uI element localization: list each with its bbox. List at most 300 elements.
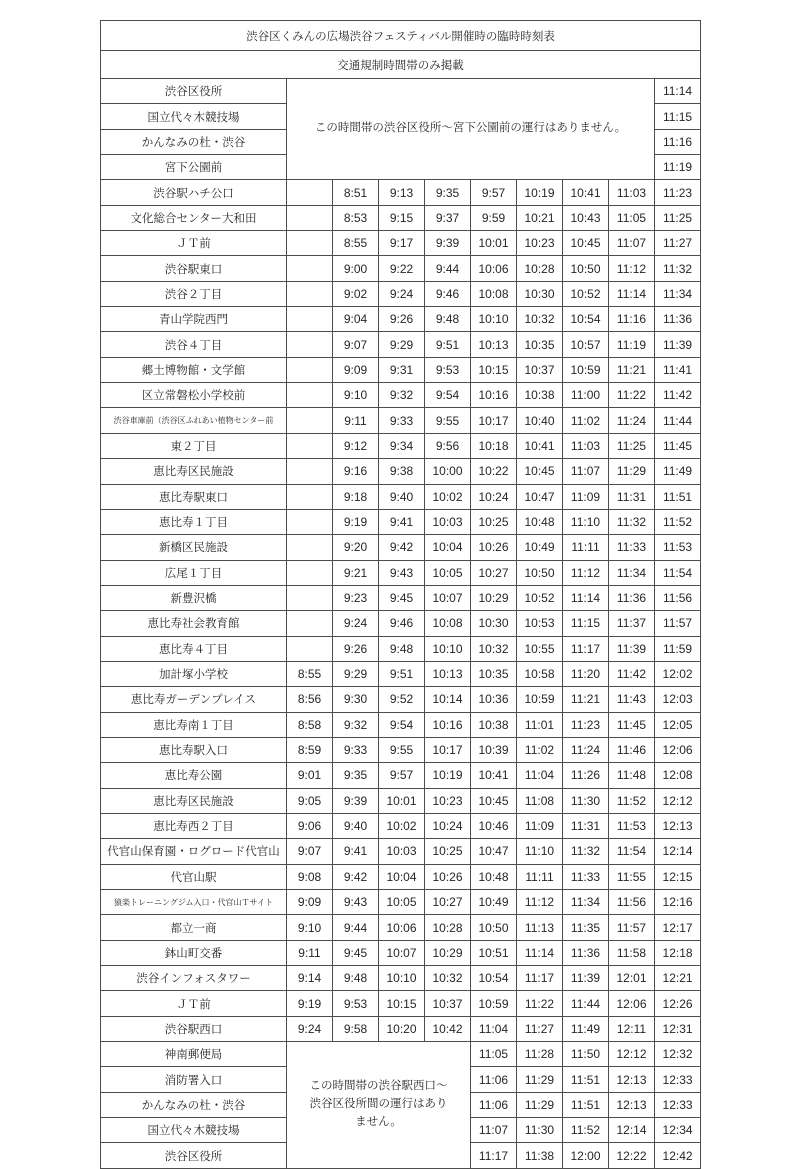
time-cell: 10:52 (563, 281, 609, 306)
time-cell: 10:45 (471, 788, 517, 813)
time-cell: 9:37 (425, 205, 471, 230)
time-cell: 10:17 (471, 408, 517, 433)
station-name-cell: 神南郵便局 (101, 1042, 287, 1067)
timetable-row (101, 788, 701, 813)
time-cell: 11:37 (609, 611, 655, 636)
time-cell: 9:43 (379, 560, 425, 585)
time-cell (287, 205, 333, 230)
time-cell: 9:23 (333, 585, 379, 610)
time-cell: 11:15 (655, 104, 701, 129)
time-cell: 11:02 (517, 737, 563, 762)
time-cell: 11:51 (563, 1092, 609, 1117)
time-cell: 9:18 (333, 484, 379, 509)
time-cell: 9:20 (333, 535, 379, 560)
time-cell: 11:00 (563, 383, 609, 408)
station-name-cell: 渋谷インフォスタワー (101, 966, 287, 991)
time-cell (287, 383, 333, 408)
time-cell: 10:28 (425, 915, 471, 940)
timetable-row (101, 256, 701, 281)
timetable-row (101, 940, 701, 965)
time-cell: 10:51 (471, 940, 517, 965)
time-cell: 11:35 (563, 915, 609, 940)
timetable-row (101, 307, 701, 332)
time-cell: 11:56 (655, 585, 701, 610)
time-cell: 10:08 (471, 281, 517, 306)
time-cell: 11:21 (609, 357, 655, 382)
station-name-cell: 恵比寿南１丁目 (101, 712, 287, 737)
station-name-cell: ＪＴ前 (101, 231, 287, 256)
time-cell: 12:03 (655, 687, 701, 712)
time-cell: 10:59 (471, 991, 517, 1016)
time-cell: 9:09 (333, 357, 379, 382)
time-cell: 12:02 (655, 661, 701, 686)
station-name-cell: 恵比寿駅入口 (101, 737, 287, 762)
station-name-cell: 渋谷駅ハチ公口 (101, 180, 287, 205)
time-cell: 11:07 (563, 459, 609, 484)
time-cell: 12:18 (655, 940, 701, 965)
time-cell: 10:35 (471, 661, 517, 686)
time-cell: 11:38 (517, 1143, 563, 1168)
time-cell: 11:06 (471, 1067, 517, 1092)
time-cell: 11:57 (655, 611, 701, 636)
time-cell: 11:32 (563, 839, 609, 864)
time-cell: 9:31 (379, 357, 425, 382)
time-cell: 11:15 (563, 611, 609, 636)
timetable-row (101, 281, 701, 306)
time-cell: 11:51 (655, 484, 701, 509)
time-cell: 10:32 (471, 636, 517, 661)
time-cell: 9:44 (425, 256, 471, 281)
time-cell: 10:48 (517, 509, 563, 534)
timetable-row (101, 737, 701, 762)
time-cell (287, 560, 333, 585)
time-cell: 10:10 (379, 966, 425, 991)
time-cell: 8:59 (287, 737, 333, 762)
time-cell: 11:51 (563, 1067, 609, 1092)
time-cell: 11:24 (609, 408, 655, 433)
time-cell: 8:51 (333, 180, 379, 205)
timetable-row (101, 611, 701, 636)
time-cell: 9:24 (333, 611, 379, 636)
time-cell: 9:53 (333, 991, 379, 1016)
time-cell: 9:24 (379, 281, 425, 306)
timetable-row (101, 585, 701, 610)
time-cell: 9:22 (379, 256, 425, 281)
station-name-cell: 猿楽トレーニングジム入口・代官山Ｔサイト (101, 890, 287, 915)
station-name-cell: 恵比寿公園 (101, 763, 287, 788)
time-cell: 11:53 (655, 535, 701, 560)
time-cell: 10:27 (425, 890, 471, 915)
time-cell: 11:45 (655, 433, 701, 458)
time-cell: 11:30 (563, 788, 609, 813)
time-cell: 9:26 (379, 307, 425, 332)
time-cell: 11:12 (609, 256, 655, 281)
time-cell (287, 231, 333, 256)
time-cell: 9:29 (333, 661, 379, 686)
time-cell (287, 535, 333, 560)
station-name-cell: 青山学院西門 (101, 307, 287, 332)
time-cell: 9:42 (379, 535, 425, 560)
time-cell: 11:59 (655, 636, 701, 661)
time-cell: 9:01 (287, 763, 333, 788)
time-cell: 9:15 (379, 205, 425, 230)
time-cell: 11:30 (517, 1118, 563, 1143)
time-cell: 12:12 (609, 1042, 655, 1067)
time-cell: 11:28 (517, 1042, 563, 1067)
time-cell: 10:00 (425, 459, 471, 484)
time-cell: 9:48 (425, 307, 471, 332)
time-cell: 10:18 (471, 433, 517, 458)
time-cell: 12:06 (655, 737, 701, 762)
time-cell: 9:10 (333, 383, 379, 408)
station-name-cell: 代官山保育園・ログロード代官山 (101, 839, 287, 864)
time-cell: 10:41 (563, 180, 609, 205)
time-cell: 11:27 (517, 1016, 563, 1041)
station-name-cell: 恵比寿ガーデンプレイス (101, 687, 287, 712)
time-cell: 10:08 (425, 611, 471, 636)
time-cell: 11:05 (471, 1042, 517, 1067)
time-cell: 11:32 (655, 256, 701, 281)
time-cell: 11:49 (655, 459, 701, 484)
time-cell: 11:34 (563, 890, 609, 915)
time-cell: 11:34 (609, 560, 655, 585)
time-cell: 11:42 (655, 383, 701, 408)
time-cell: 11:39 (609, 636, 655, 661)
time-cell: 9:42 (333, 864, 379, 889)
time-cell: 11:23 (655, 180, 701, 205)
time-cell: 9:06 (287, 813, 333, 838)
timetable-row (101, 839, 701, 864)
station-name-cell: 新豊沢橋 (101, 585, 287, 610)
time-cell: 12:33 (655, 1067, 701, 1092)
time-cell: 11:23 (563, 712, 609, 737)
timetable-row (101, 1016, 701, 1041)
time-cell: 12:42 (655, 1143, 701, 1168)
timetable-row (101, 231, 701, 256)
time-cell: 10:07 (425, 585, 471, 610)
station-name-cell: かんなみの杜・渋谷 (101, 129, 287, 154)
time-cell: 10:10 (471, 307, 517, 332)
time-cell: 10:52 (517, 585, 563, 610)
time-cell: 11:32 (609, 509, 655, 534)
time-cell: 11:01 (517, 712, 563, 737)
time-cell: 11:36 (655, 307, 701, 332)
time-cell (287, 636, 333, 661)
time-cell: 10:20 (379, 1016, 425, 1041)
time-cell: 9:12 (333, 433, 379, 458)
time-cell: 10:42 (425, 1016, 471, 1041)
time-cell: 9:11 (333, 408, 379, 433)
time-cell (287, 459, 333, 484)
time-cell: 12:08 (655, 763, 701, 788)
time-cell: 10:50 (471, 915, 517, 940)
time-cell: 12:26 (655, 991, 701, 1016)
station-name-cell: かんなみの杜・渋谷 (101, 1092, 287, 1117)
timetable-subtitle: 交通規制時間帯のみ掲載 (101, 51, 701, 79)
time-cell: 10:29 (471, 585, 517, 610)
time-cell: 9:24 (287, 1016, 333, 1041)
time-cell: 10:57 (563, 332, 609, 357)
time-cell: 10:02 (379, 813, 425, 838)
time-cell: 10:41 (471, 763, 517, 788)
time-cell: 11:25 (655, 205, 701, 230)
time-cell: 10:37 (425, 991, 471, 1016)
time-cell: 10:54 (471, 966, 517, 991)
time-cell (287, 180, 333, 205)
station-name-cell: 消防署入口 (101, 1067, 287, 1092)
station-name-cell: 恵比寿社会教育館 (101, 611, 287, 636)
time-cell: 11:55 (609, 864, 655, 889)
time-cell: 11:19 (609, 332, 655, 357)
timetable-row (101, 79, 701, 104)
station-name-cell: 渋谷車庫前（渋谷区ふれあい植物センター前 (101, 408, 287, 433)
time-cell: 10:02 (425, 484, 471, 509)
time-cell: 10:16 (471, 383, 517, 408)
time-cell: 9:19 (333, 509, 379, 534)
time-cell: 11:07 (609, 231, 655, 256)
time-cell: 11:17 (563, 636, 609, 661)
time-cell: 9:48 (379, 636, 425, 661)
time-cell: 10:03 (379, 839, 425, 864)
time-cell: 11:21 (563, 687, 609, 712)
timetable-row (101, 509, 701, 534)
station-name-cell: 国立代々木競技場 (101, 1118, 287, 1143)
station-name-cell: 渋谷４丁目 (101, 332, 287, 357)
time-cell: 8:56 (287, 687, 333, 712)
time-cell: 11:42 (609, 661, 655, 686)
time-cell: 10:30 (471, 611, 517, 636)
time-cell: 10:03 (425, 509, 471, 534)
time-cell: 9:32 (379, 383, 425, 408)
time-cell: 9:44 (333, 915, 379, 940)
no-service-notice-top: この時間帯の渋谷区役所～宮下公園前の運行はありません。 (287, 79, 655, 180)
time-cell: 12:01 (609, 966, 655, 991)
time-cell: 11:29 (609, 459, 655, 484)
time-cell: 10:19 (425, 763, 471, 788)
time-cell: 10:06 (471, 256, 517, 281)
time-cell: 11:26 (563, 763, 609, 788)
timetable-row (101, 205, 701, 230)
time-cell: 9:21 (333, 560, 379, 585)
time-cell: 10:05 (425, 560, 471, 585)
time-cell: 9:45 (333, 940, 379, 965)
timetable-row (101, 966, 701, 991)
time-cell: 9:07 (333, 332, 379, 357)
timetable-row (101, 1042, 701, 1067)
time-cell: 9:40 (379, 484, 425, 509)
time-cell: 9:09 (287, 890, 333, 915)
time-cell: 10:22 (471, 459, 517, 484)
no-service-notice-bottom: この時間帯の渋谷駅西口～渋谷区役所間の運行はありません。 (287, 1042, 471, 1169)
time-cell: 11:58 (609, 940, 655, 965)
time-cell: 11:09 (563, 484, 609, 509)
time-cell: 10:41 (517, 433, 563, 458)
time-cell: 10:58 (517, 661, 563, 686)
station-name-cell: 都立一商 (101, 915, 287, 940)
time-cell: 10:10 (425, 636, 471, 661)
time-cell: 12:16 (655, 890, 701, 915)
time-cell: 9:52 (379, 687, 425, 712)
time-cell: 10:48 (471, 864, 517, 889)
time-cell: 10:32 (517, 307, 563, 332)
time-cell: 10:14 (425, 687, 471, 712)
timetable-row (101, 864, 701, 889)
time-cell: 10:47 (471, 839, 517, 864)
station-name-cell: 宮下公園前 (101, 155, 287, 180)
time-cell: 10:25 (471, 509, 517, 534)
time-cell: 11:11 (517, 864, 563, 889)
subtitle-row (101, 51, 701, 79)
time-cell: 10:47 (517, 484, 563, 509)
time-cell: 9:43 (333, 890, 379, 915)
time-cell: 9:05 (287, 788, 333, 813)
time-cell: 12:14 (655, 839, 701, 864)
time-cell: 11:43 (609, 687, 655, 712)
time-cell: 12:21 (655, 966, 701, 991)
time-cell: 10:40 (517, 408, 563, 433)
time-cell: 9:32 (333, 712, 379, 737)
time-cell: 9:53 (425, 357, 471, 382)
timetable-row (101, 433, 701, 458)
time-cell: 11:17 (471, 1143, 517, 1168)
timetable-row (101, 484, 701, 509)
time-cell: 10:55 (517, 636, 563, 661)
timetable-row (101, 332, 701, 357)
station-name-cell: 代官山駅 (101, 864, 287, 889)
time-cell: 9:29 (379, 332, 425, 357)
time-cell: 11:49 (563, 1016, 609, 1041)
station-name-cell: 恵比寿１丁目 (101, 509, 287, 534)
time-cell: 11:05 (609, 205, 655, 230)
time-cell: 12:00 (563, 1143, 609, 1168)
station-name-cell: 新橋区民施設 (101, 535, 287, 560)
timetable-row (101, 915, 701, 940)
time-cell: 9:58 (333, 1016, 379, 1041)
time-cell: 10:32 (425, 966, 471, 991)
time-cell: 10:50 (517, 560, 563, 585)
time-cell: 9:46 (425, 281, 471, 306)
time-cell: 10:59 (517, 687, 563, 712)
time-cell: 11:22 (517, 991, 563, 1016)
time-cell: 9:02 (333, 281, 379, 306)
time-cell: 9:33 (379, 408, 425, 433)
time-cell: 9:45 (379, 585, 425, 610)
time-cell (287, 281, 333, 306)
time-cell: 11:44 (563, 991, 609, 1016)
time-cell: 10:23 (425, 788, 471, 813)
time-cell (287, 357, 333, 382)
time-cell: 8:58 (287, 712, 333, 737)
time-cell: 9:11 (287, 940, 333, 965)
station-name-cell: ＪＴ前 (101, 991, 287, 1016)
time-cell: 9:55 (379, 737, 425, 762)
time-cell: 12:13 (609, 1092, 655, 1117)
time-cell: 11:31 (609, 484, 655, 509)
time-cell: 11:07 (471, 1118, 517, 1143)
station-name-cell: 加計塚小学校 (101, 661, 287, 686)
time-cell: 10:23 (517, 231, 563, 256)
time-cell: 11:48 (609, 763, 655, 788)
time-cell: 9:48 (333, 966, 379, 991)
time-cell: 11:03 (563, 433, 609, 458)
time-cell: 10:25 (425, 839, 471, 864)
timetable-row (101, 636, 701, 661)
time-cell: 11:14 (609, 281, 655, 306)
time-cell: 11:41 (655, 357, 701, 382)
time-cell (287, 307, 333, 332)
time-cell: 10:59 (563, 357, 609, 382)
time-cell: 10:27 (471, 560, 517, 585)
time-cell: 10:38 (517, 383, 563, 408)
time-cell: 9:34 (379, 433, 425, 458)
time-cell: 9:35 (333, 763, 379, 788)
station-name-cell: 恵比寿西２丁目 (101, 813, 287, 838)
time-cell: 9:40 (333, 813, 379, 838)
station-name-cell: 広尾１丁目 (101, 560, 287, 585)
time-cell: 8:53 (333, 205, 379, 230)
time-cell: 9:57 (471, 180, 517, 205)
time-cell: 12:13 (655, 813, 701, 838)
time-cell: 11:10 (563, 509, 609, 534)
time-cell: 9:14 (287, 966, 333, 991)
time-cell: 11:12 (517, 890, 563, 915)
time-cell: 11:34 (655, 281, 701, 306)
time-cell: 11:36 (609, 585, 655, 610)
time-cell: 10:17 (425, 737, 471, 762)
time-cell: 9:41 (379, 509, 425, 534)
time-cell: 12:32 (655, 1042, 701, 1067)
time-cell: 10:43 (563, 205, 609, 230)
time-cell: 10:39 (471, 737, 517, 762)
time-cell: 10:15 (379, 991, 425, 1016)
time-cell: 9:59 (471, 205, 517, 230)
time-cell: 10:26 (471, 535, 517, 560)
time-cell: 11:14 (655, 79, 701, 104)
time-cell: 12:34 (655, 1118, 701, 1143)
time-cell: 11:33 (563, 864, 609, 889)
time-cell: 10:16 (425, 712, 471, 737)
time-cell: 11:14 (563, 585, 609, 610)
station-name-cell: 東２丁目 (101, 433, 287, 458)
time-cell: 11:16 (655, 129, 701, 154)
time-cell: 9:54 (379, 712, 425, 737)
time-cell: 10:06 (379, 915, 425, 940)
time-cell: 10:35 (517, 332, 563, 357)
time-cell: 9:51 (425, 332, 471, 357)
timetable-title: 渋谷区くみんの広場渋谷フェスティバル開催時の臨時時刻表 (101, 21, 701, 51)
time-cell: 10:54 (563, 307, 609, 332)
time-cell: 11:04 (517, 763, 563, 788)
station-name-cell: 郷土博物館・文学館 (101, 357, 287, 382)
time-cell: 10:04 (379, 864, 425, 889)
time-cell: 10:30 (517, 281, 563, 306)
timetable-row (101, 383, 701, 408)
timetable-row (101, 813, 701, 838)
time-cell: 11:10 (517, 839, 563, 864)
time-cell: 11:54 (655, 560, 701, 585)
time-cell: 10:53 (517, 611, 563, 636)
time-cell: 11:50 (563, 1042, 609, 1067)
station-name-cell: 渋谷駅東口 (101, 256, 287, 281)
time-cell: 12:13 (609, 1067, 655, 1092)
time-cell: 12:12 (655, 788, 701, 813)
time-cell: 10:50 (563, 256, 609, 281)
time-cell: 11:31 (563, 813, 609, 838)
station-name-cell: 恵比寿区民施設 (101, 788, 287, 813)
time-cell: 10:49 (471, 890, 517, 915)
time-cell: 9:30 (333, 687, 379, 712)
time-cell: 9:57 (379, 763, 425, 788)
